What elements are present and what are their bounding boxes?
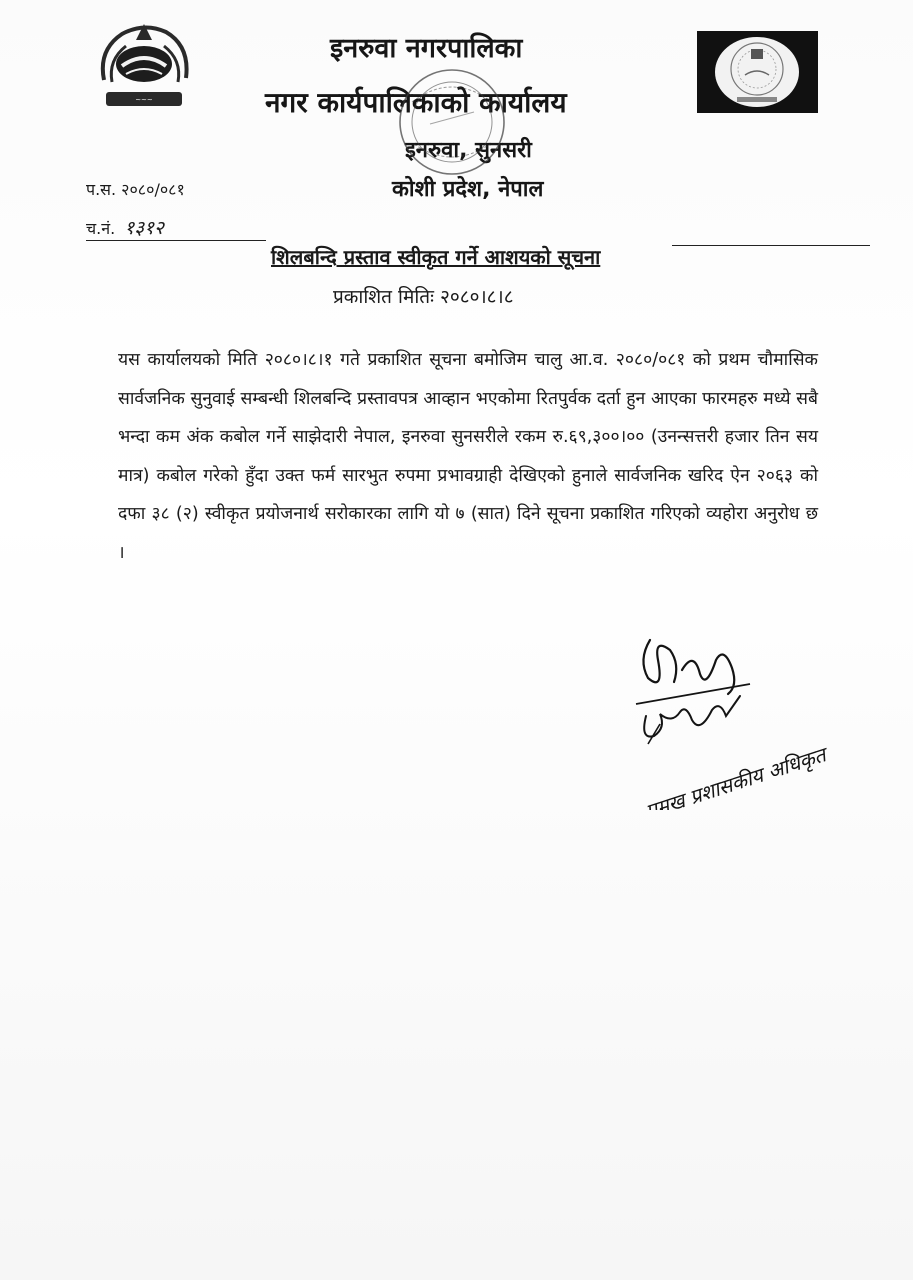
signature-designation: प्रमुख प्रशासकीय अधिकृत: [642, 742, 829, 810]
published-date: प्रकाशित मितिः २०८०।८।८: [333, 286, 514, 308]
reference-ps: प.स. २०८०/०८१: [86, 180, 185, 199]
office-name: नगर कार्यपालिकाको कार्यालय: [265, 86, 567, 119]
municipality-name: इनरुवा नगरपालिका: [330, 33, 523, 64]
municipality-logo-icon: [697, 31, 818, 113]
notice-title: शिलबन्दि प्रस्ताव स्वीकृत गर्ने आशयको सूचना: [271, 245, 601, 269]
reference-cn-value: १३१२: [124, 217, 164, 239]
notice-body: यस कार्यालयको मिति २०८०।८।१ गते प्रकाशित सूचना बमोजिम चालु आ.व. २०८०/०८१ को प्रथम चौमासिक सार्वजनिक सुनुवाई सम्बन्धी शिलबन्दि प्रस्तावपत्र आव्हान भएकोमा रितपुर्वक दर्ता हुन आएका फारमहरु मध्ये सबै भन्दा कम अंक कबोल गर्ने साझेदारी नेपाल, इनरुवा सुनसरीले रकम रु.६९,३००।०० (उनन्सत्तरी हजार तिन सय मात्र) कबोल गरेको हुँदा उक्त फर्म सारभुत रुपमा प्रभावग्राही देखिएको हुनाले सार्वजनिक खरिद ऐन २०६३ को दफा ३८ (२) स्वीकृत प्रयोजनार्थ सरोकारका लागि यो ७ (सात) दिने सूचना प्रकाशित गरिएको व्यहोरा अनुरोध छ ।: [118, 350, 818, 563]
divider-right: [672, 245, 870, 246]
office-location: इनरुवा, सुनसरी: [405, 138, 532, 163]
government-emblem-icon: [92, 20, 196, 112]
office-stamp-icon: [372, 62, 532, 182]
reference-cn-label: च.नं.: [86, 219, 116, 238]
divider-left: [86, 240, 266, 241]
province-name: कोशी प्रदेश, नेपाल: [392, 177, 544, 202]
svg-text:~~~: ~~~: [135, 96, 153, 104]
reference-cn: [86, 214, 164, 240]
signature-icon: [620, 620, 850, 810]
